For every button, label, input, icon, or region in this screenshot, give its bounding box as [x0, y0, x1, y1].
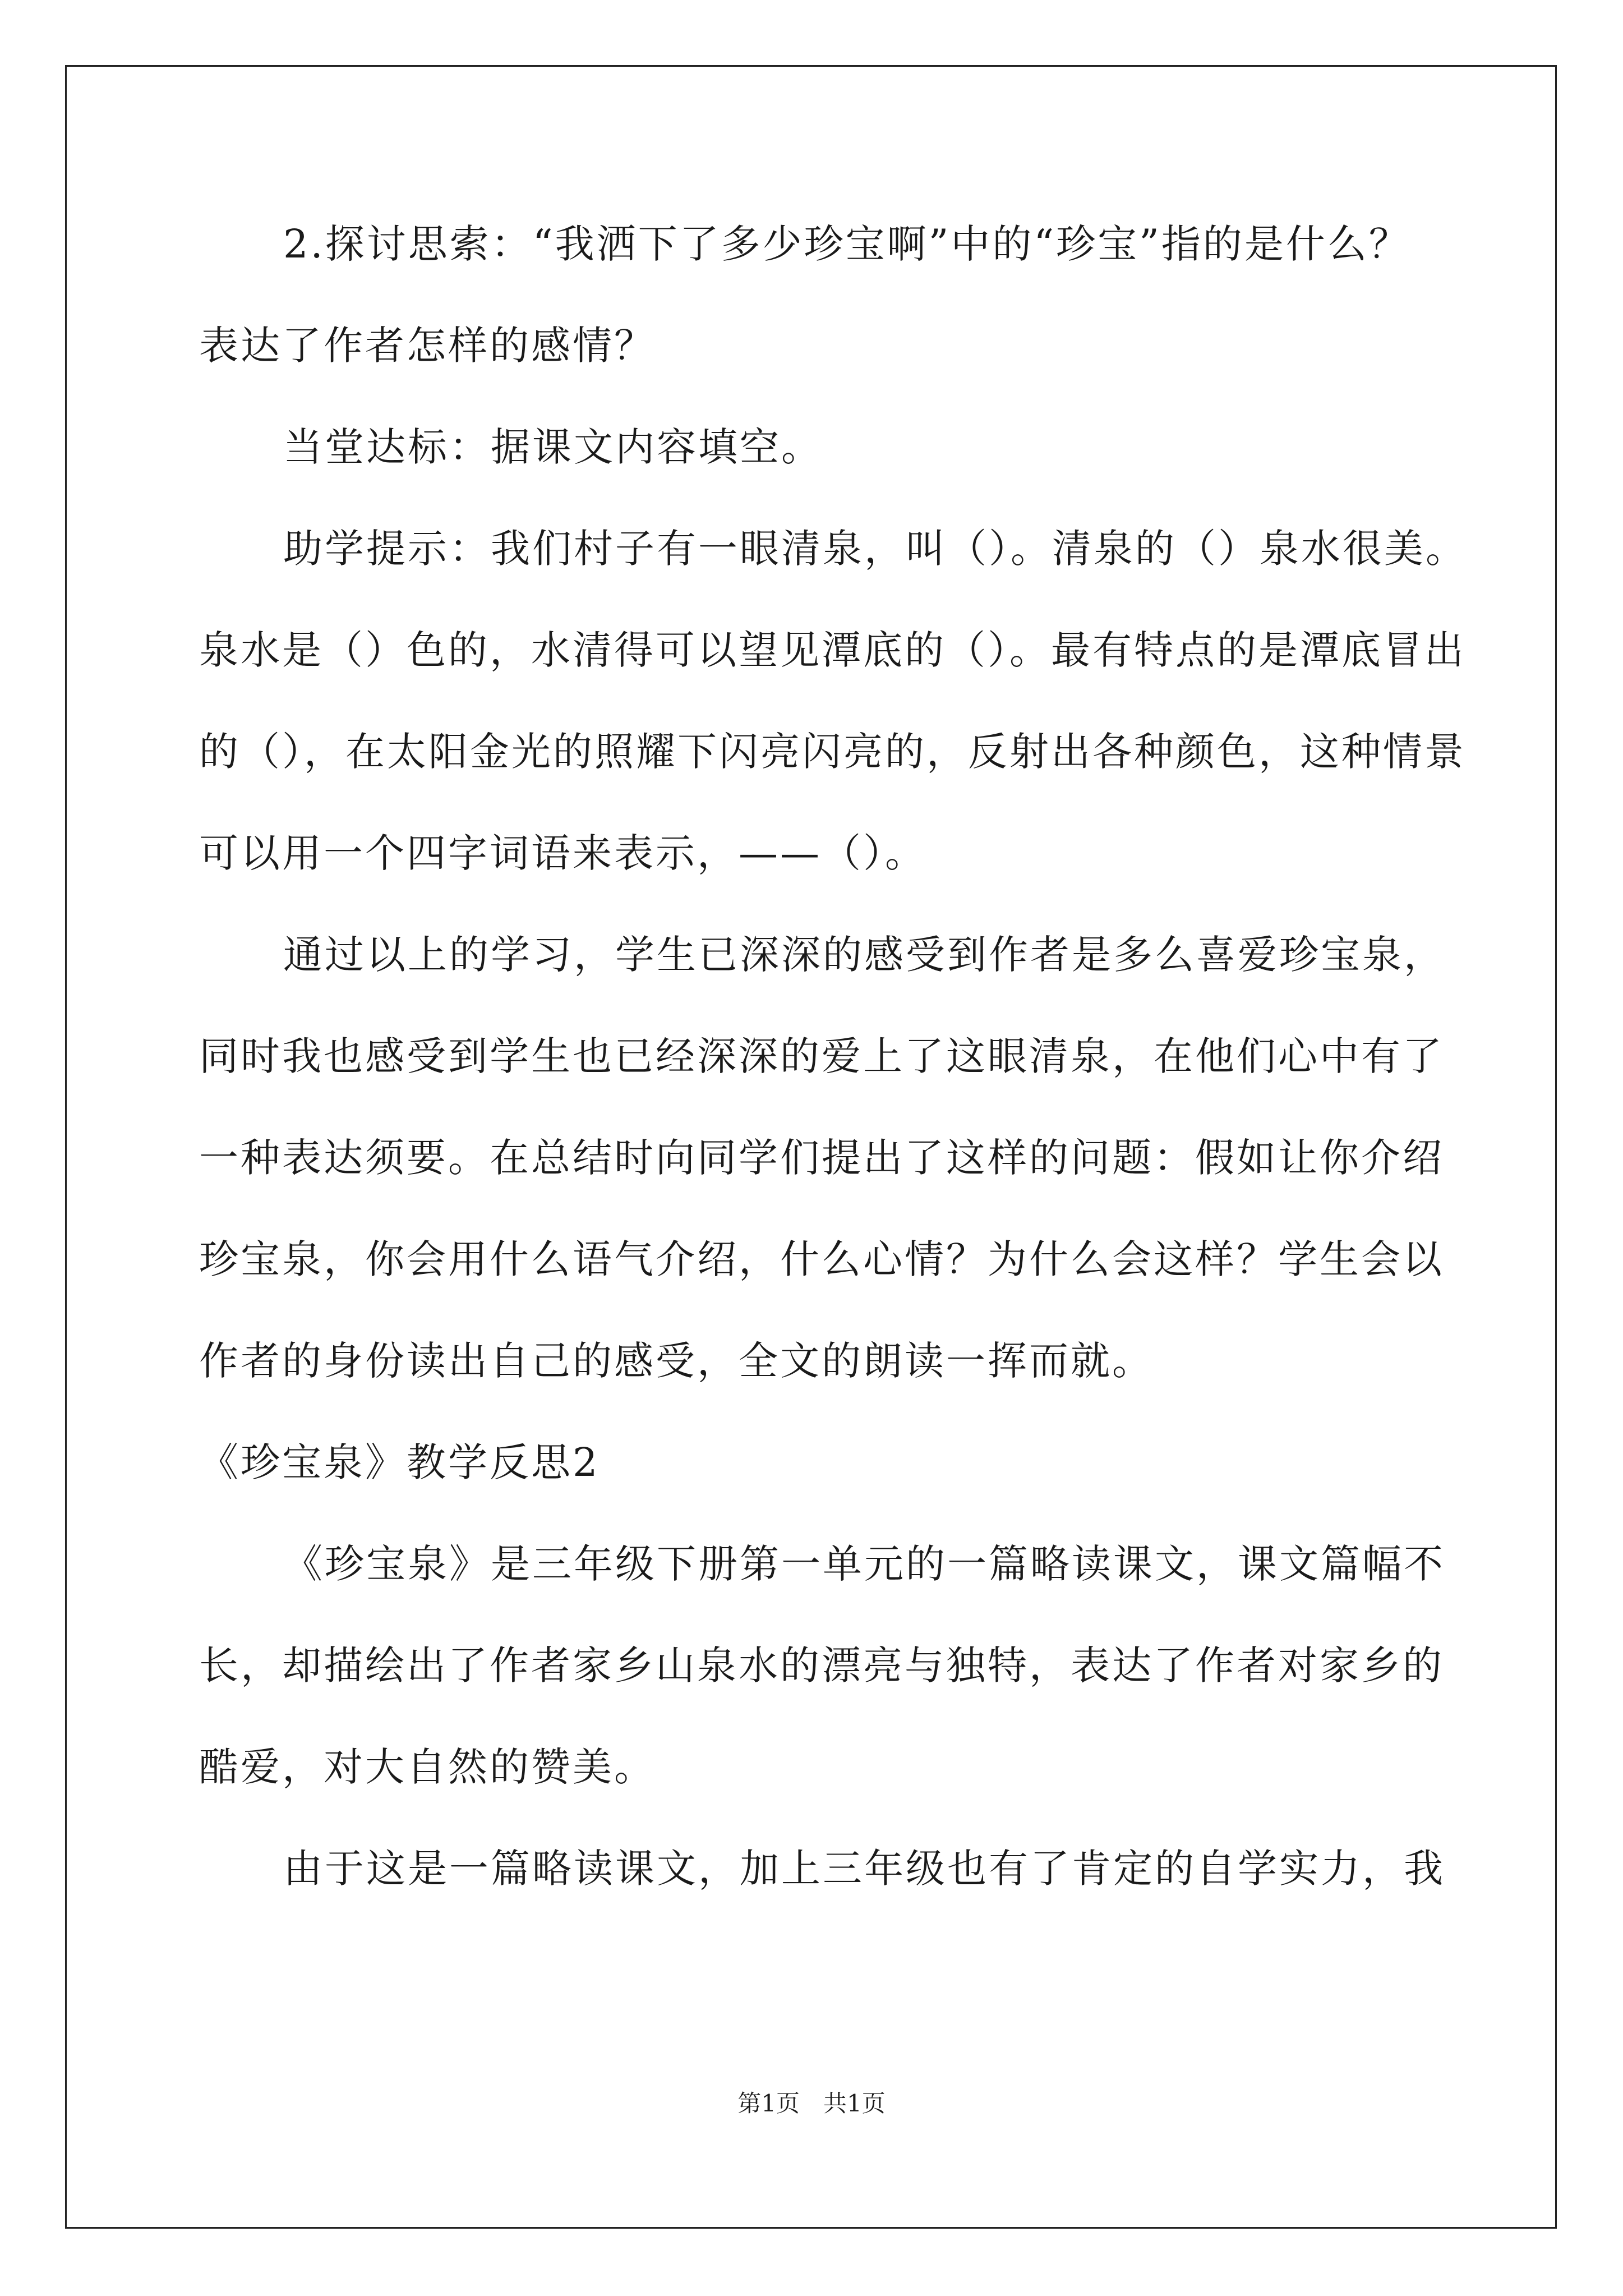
paragraph-line: 作者的身份读出自己的感受，全文的朗读一挥而就。	[199, 1338, 1154, 1384]
paragraph-line: 通过以上的学习，学生已深深的感受到作者是多么喜爱珍宝泉，	[283, 932, 1445, 978]
paragraph-line: 长，却描绘出了作者家乡山泉水的漂亮与独特，表达了作者对家乡的	[199, 1642, 1444, 1688]
paragraph-line: 表达了作者怎样的感情？	[199, 323, 656, 369]
paragraph-line: 酷爱，对大自然的赞美。	[199, 1744, 656, 1790]
page-number-footer: 第1页 共1页	[737, 2090, 886, 2117]
paragraph-line: 同时我也感受到学生也已经深深的爱上了这眼清泉，在他们心中有了	[199, 1033, 1444, 1079]
paragraph-line: 2.探讨思索：“我洒下了多少珍宝啊”中的“珍宝”指的是什么？	[283, 221, 1410, 267]
paragraph-line: 珍宝泉，你会用什么语气介绍，什么心情？为什么会这样？学生会以	[199, 1236, 1444, 1282]
paragraph-line: 《珍宝泉》是三年级下册第一单元的一篇略读课文，课文篇幅不	[283, 1541, 1445, 1587]
paragraph-line: 可以用一个四字词语来表示，——（）。	[199, 830, 926, 876]
document-body	[199, 194, 1467, 1920]
paragraph-line: 一种表达须要。在总结时向同学们提出了这样的问题：假如让你介绍	[199, 1135, 1444, 1181]
section-heading: 《珍宝泉》教学反思2	[199, 1439, 600, 1485]
paragraph-line: 助学提示：我们村子有一眼清泉，叫（）。清泉的（）泉水很美。	[283, 526, 1467, 572]
paragraph-line: 的（），在太阳金光的照耀下闪亮闪亮的，反射出各种颜色，这种情景	[199, 729, 1466, 775]
paragraph-line: 由于这是一篇略读课文，加上三年级也有了肯定的自学实力，我	[283, 1846, 1445, 1892]
paragraph-line: 当堂达标：据课文内容填空。	[283, 424, 823, 470]
paragraph-line: 泉水是（）色的，水清得可以望见潭底的（）。最有特点的是潭底冒出	[199, 627, 1466, 673]
